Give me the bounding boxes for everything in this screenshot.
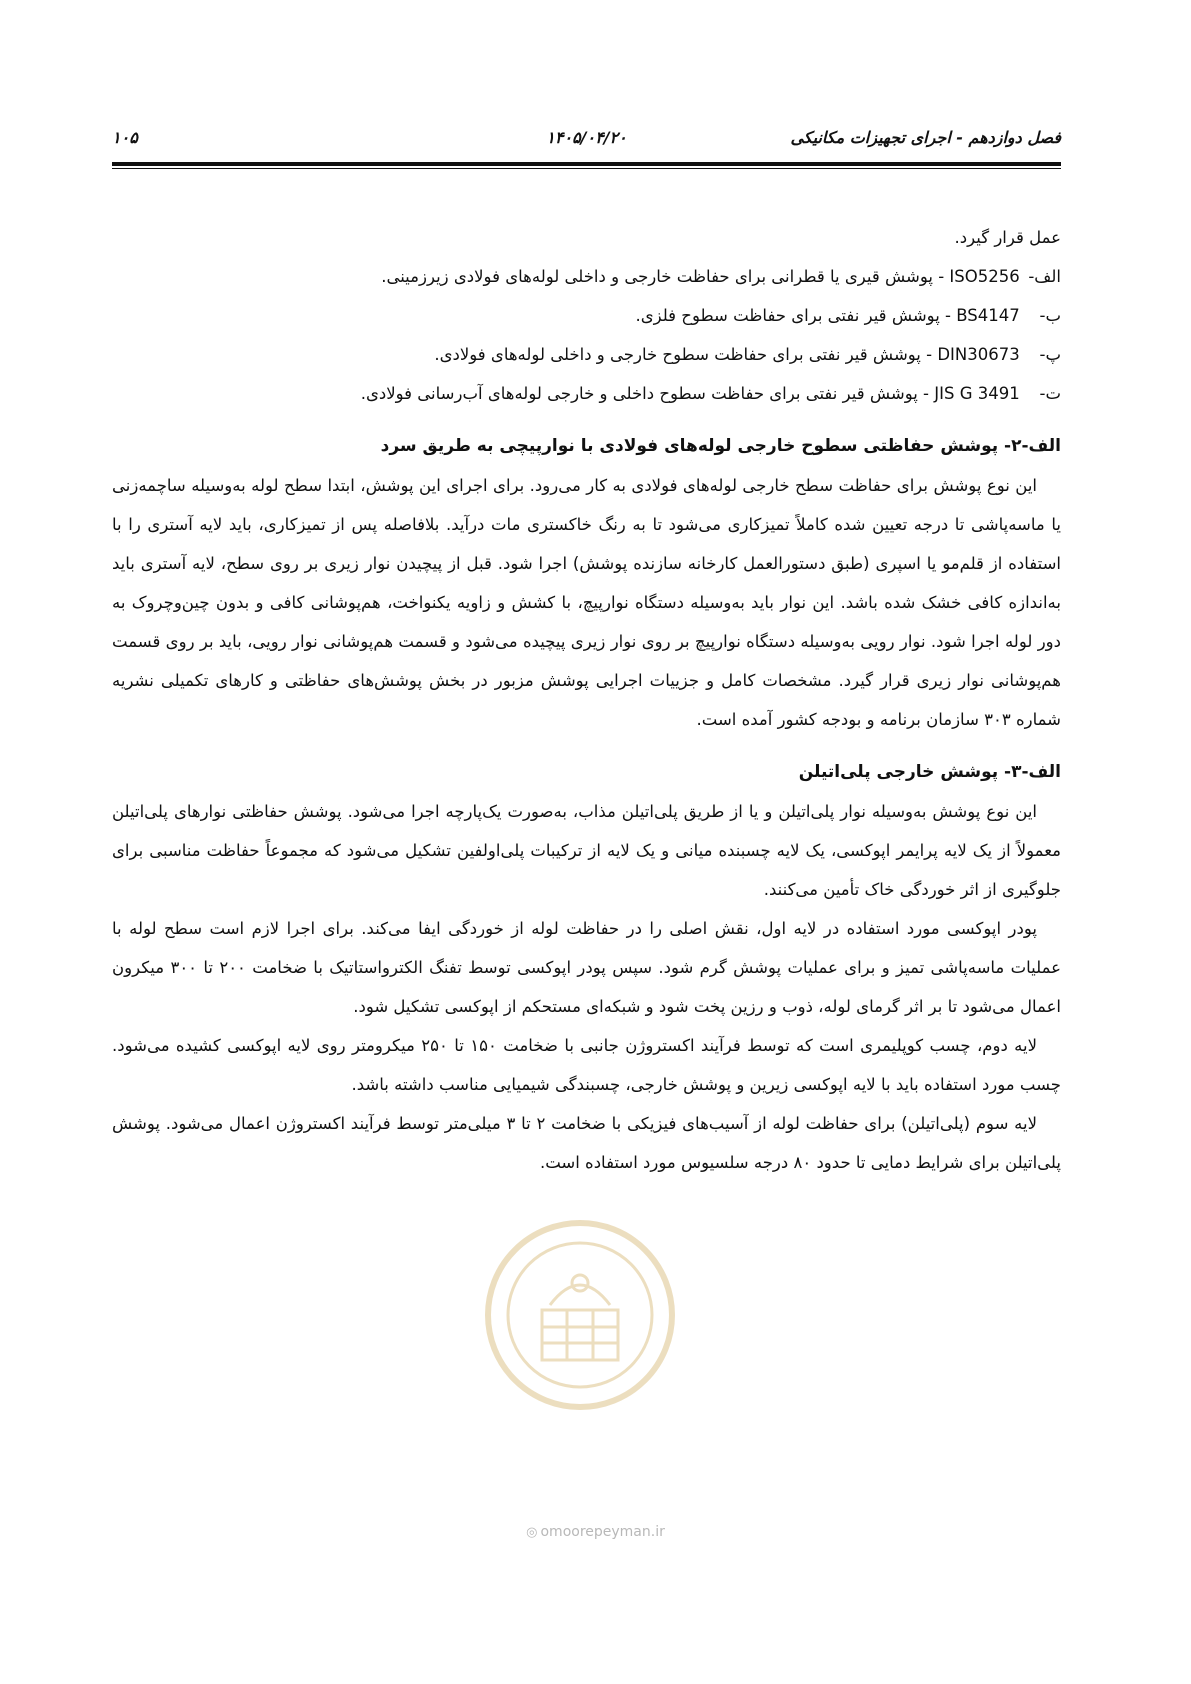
globe-icon: ◎ <box>526 1525 538 1540</box>
page-header <box>112 128 1061 154</box>
standard-text: - پوشش قیر نفتی برای حفاظت سطوح خارجی و داخلی لوله‌های فولادی. <box>434 345 938 364</box>
watermark-url: ◎ omoorepeyman.ir <box>526 1524 665 1540</box>
section-3-paragraph-2: پودر اپوکسی مورد استفاده در لایه اول، نقش اصلی را در حفاظت لوله از خوردگی ایفا می‌کند. برای اجرا لازم است سطح لوله با عملیات ماسه‌پاشی تمیز و برای عملیات پوشش گرم شود. سپس پودر اپوکسی توسط تفنگ الکترواستاتیک با ضخامت ۲۰۰ تا ۳۰۰ میکرون اعمال می‌شود تا بر اثر گرمای لوله، ذوب و رزین پخت شود و شبکه‌ای مستحکم از اپوکسی تشکیل شود. <box>112 919 1061 1016</box>
watermark-seal-icon <box>480 1215 680 1415</box>
section-heading-3: الف-۳- پوشش خارجی پلی‌اتیلن <box>798 762 1061 782</box>
section-heading-2: الف-۲- پوشش حفاظتی سطوح خارجی لوله‌های فولادی با نوارپیچی به طریق سرد <box>380 436 1061 456</box>
list-item <box>112 335 1061 374</box>
header-rule-thick <box>112 162 1061 166</box>
standard-text: - پوشش قیر نفتی برای حفاظت سطوح فلزی. <box>635 306 957 325</box>
chapter-title: فصل دوازدهم - اجرای تجهیزات مکانیکی <box>790 128 1061 147</box>
standard-code: ISO5256 <box>949 267 1020 286</box>
section-2-paragraph: این نوع پوشش برای حفاظت سطح خارجی لوله‌های فولادی به کار می‌رود. برای اجرای این پوشش، ابتدا سطح لوله به‌وسیله ساچمه‌زنی یا ماسه‌پاشی تا درجه تعیین شده کاملاً تمیزکاری می‌شود تا به رنگ خاکستری مات درآید. بلافاصله پس از تمیزکاری، باید لایه آستری را با استفاده از قلم‌مو یا اسپری (طبق دستورالعمل کارخانه سازنده پوشش) اجرا شود. قبل از پیچیدن نوار زیری بر روی سطح، لایه آستری باید به‌اندازه کافی خشک شده باشد. این نوار باید به‌وسیله دستگاه نوارپیچ، با کشش و زاویه یکنواخت، هم‌پوشانی کافی و بدون چین‌وچروک به دور لوله اجرا شود. نوار رویی به‌وسیله دستگاه نوارپیچ بر روی نوار زیری پیچیده می‌شود و قسمت هم‌پوشانی نوار رویی، باید بر روی قسمت هم‌پوشانی نوار زیری قرار گیرد. مشخصات کامل و جزییات اجرایی پوشش مزبور در بخش پوشش‌های حفاظتی و کارهای تکمیلی نشریه شماره ۳۰۳ سازمان برنامه و بودجه کشور آمده است. <box>112 476 1061 729</box>
list-marker: الف- <box>1028 267 1061 286</box>
standard-text: - پوشش قیر نفتی برای حفاظت سطوح داخلی و خارجی لوله‌های آب‌رسانی فولادی. <box>360 384 935 403</box>
list-marker: پ- <box>1039 345 1061 364</box>
page-number: ۱۰۵ <box>112 128 138 147</box>
header-date: ۱۴۰۵/۰۴/۲۰ <box>546 128 627 147</box>
list-item <box>112 257 1061 296</box>
section-3-paragraph-4: لایه سوم (پلی‌اتیلن) برای حفاظت لوله از آسیب‌های فیزیکی با ضخامت ۲ تا ۳ میلی‌متر توسط فرآیند اکستروژن اعمال می‌شود. پوشش پلی‌اتیلن برای شرایط دمایی تا حدود ۸۰ درجه سلسیوس مورد استفاده است. <box>112 1114 1061 1172</box>
section-3-paragraph-1: این نوع پوشش به‌وسیله نوار پلی‌اتیلن و یا از طریق پلی‌اتیلن مذاب، به‌صورت یک‌پارچه اجرا می‌شود. پوشش حفاظتی نوارهای پلی‌اتیلن معمولاً از یک لایه پرایمر اپوکسی، یک لایه چسبنده میانی و یک لایه از ترکیبات پلی‌اولفین تشکیل می‌شود که مجموعاً حفاظت مناسبی برای جلوگیری از اثر خوردگی خاک تأمین می‌کنند. <box>112 802 1061 899</box>
standard-code: BS4147 <box>956 306 1020 325</box>
standards-list <box>112 257 1061 413</box>
list-item <box>112 296 1061 335</box>
page-body <box>112 218 1061 1182</box>
standard-code: DIN30673 <box>937 345 1020 364</box>
standard-text: - پوشش قیری یا قطرانی برای حفاظت خارجی و داخلی لوله‌های فولادی زیرزمینی. <box>381 267 950 286</box>
intro-line: عمل قرار گیرد. <box>954 228 1061 247</box>
list-item <box>112 374 1061 413</box>
section-3-paragraph-3: لایه دوم، چسب کوپلیمری است که توسط فرآیند اکستروژن جانبی با ضخامت ۱۵۰ تا ۲۵۰ میکرومتر روی لایه اپوکسی کشیده می‌شود. چسب مورد استفاده باید با لایه اپوکسی زیرین و پوشش خارجی، چسبندگی شیمیایی مناسب داشته باشد. <box>112 1036 1061 1094</box>
list-marker: ب- <box>1039 306 1061 325</box>
list-marker: ت- <box>1039 384 1061 403</box>
header-rule-thin <box>112 168 1061 169</box>
standard-code: JIS G 3491 <box>934 384 1020 403</box>
